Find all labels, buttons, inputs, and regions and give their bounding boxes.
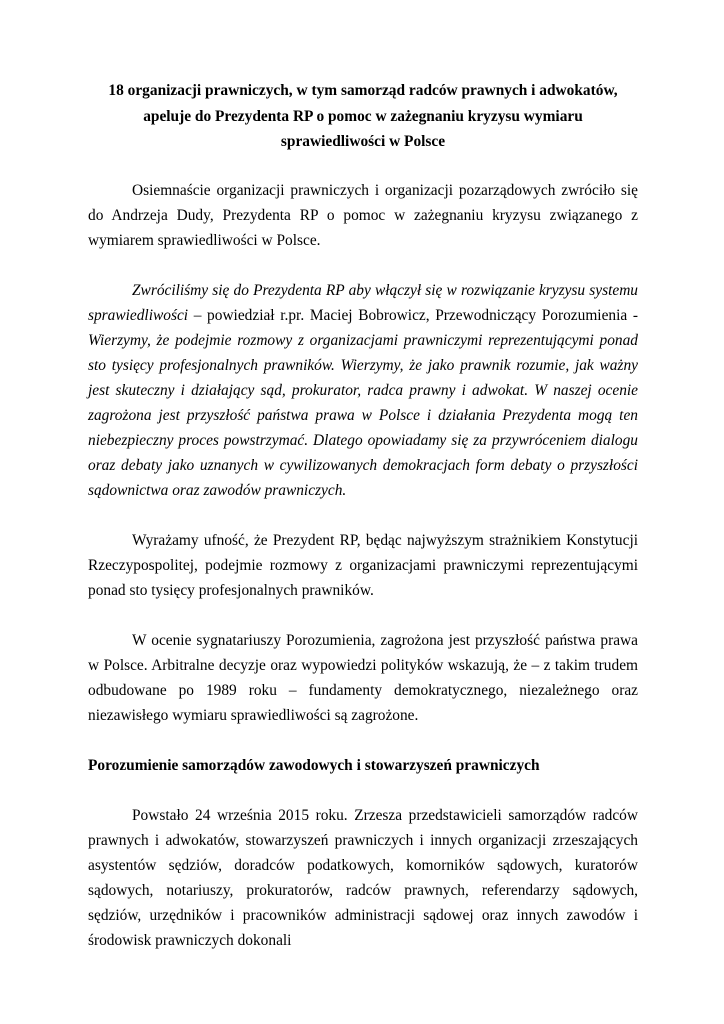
quote-start: Zwróciliśmy się do Prezydenta RP aby włączył się w rozwiązanie kryzysu systemu sprawiedliwości [88, 281, 638, 324]
paragraph-quote [88, 278, 638, 503]
quote-rest: Wierzymy, że podejmie rozmowy z organizacjami prawniczymi reprezentującymi ponad sto tysięcy profesjonalnych prawników. Wierzymy, że jako prawnik rozumie, jak ważny jest skuteczny i działający sąd, prokurator, radca prawny i adwokat. W naszej ocenie zagrożona jest przyszłość państwa prawa w Polsce i działania Prezydenta mogą ten niebezpieczny proces powstrzymać. Dlatego opowiadamy się za przywróceniem dialogu oraz debaty jako uznanych w cywilizowanych demokracjach form debaty o przyszłości sądownictwa oraz zawodów prawniczych. [88, 331, 638, 499]
quote-attribution: – powiedział r.pr. Maciej Bobrowicz, Przewodniczący Porozumienia - [188, 306, 638, 324]
paragraph-history: Powstało 24 września 2015 roku. Zrzesza przedstawicieli samorządów radców prawnych i adwokatów, stowarzyszeń prawniczych i innych organizacji zrzeszających asystentów sędziów, doradców podatkowych, komorników sądowych, kuratorów sądowych, notariuszy, prokuratorów, radców prawnych, referendarzy sądowych, sędziów, urzędników i pracowników administracji sądowej oraz innych zawodów i środowisk prawniczych dokonali [88, 806, 638, 949]
paragraph-trust: Wyrażamy ufność, że Prezydent RP, będąc najwyższym strażnikiem Konstytucji Rzeczypospolitej, podejmie rozmowy z organizacjami prawniczymi reprezentującymi ponad sto tysięcy profesjonalnych prawników. [88, 531, 638, 599]
paragraph-assessment: W ocenie sygnatariuszy Porozumienia, zagrożona jest przyszłość państwa prawa w Polsce. Arbitralne decyzje oraz wypowiedzi polityków wskazują, że – z takim trudem odbudowane po 1989 roku – fundamenty demokratycznego, niezależnego oraz niezawisłego wymiaru sprawiedliwości są zagrożone. [88, 631, 638, 724]
section-heading: Porozumienie samorządów zawodowych i stowarzyszeń prawniczych [88, 756, 540, 774]
document-title: 18 organizacji prawniczych, w tym samorząd radców prawnych i adwokatów, apeluje do Prezydenta RP o pomoc w zażegnaniu kryzysu wymiaru sprawiedliwości w Polsce [108, 82, 618, 150]
document-page [88, 78, 638, 953]
paragraph-intro: Osiemnaście organizacji prawniczych i organizacji pozarządowych zwróciło się do Andrzeja Dudy, Prezydenta RP o pomoc w zażegnaniu kryzysu związanego z wymiarem sprawiedliwości w Polsce. [88, 181, 638, 249]
